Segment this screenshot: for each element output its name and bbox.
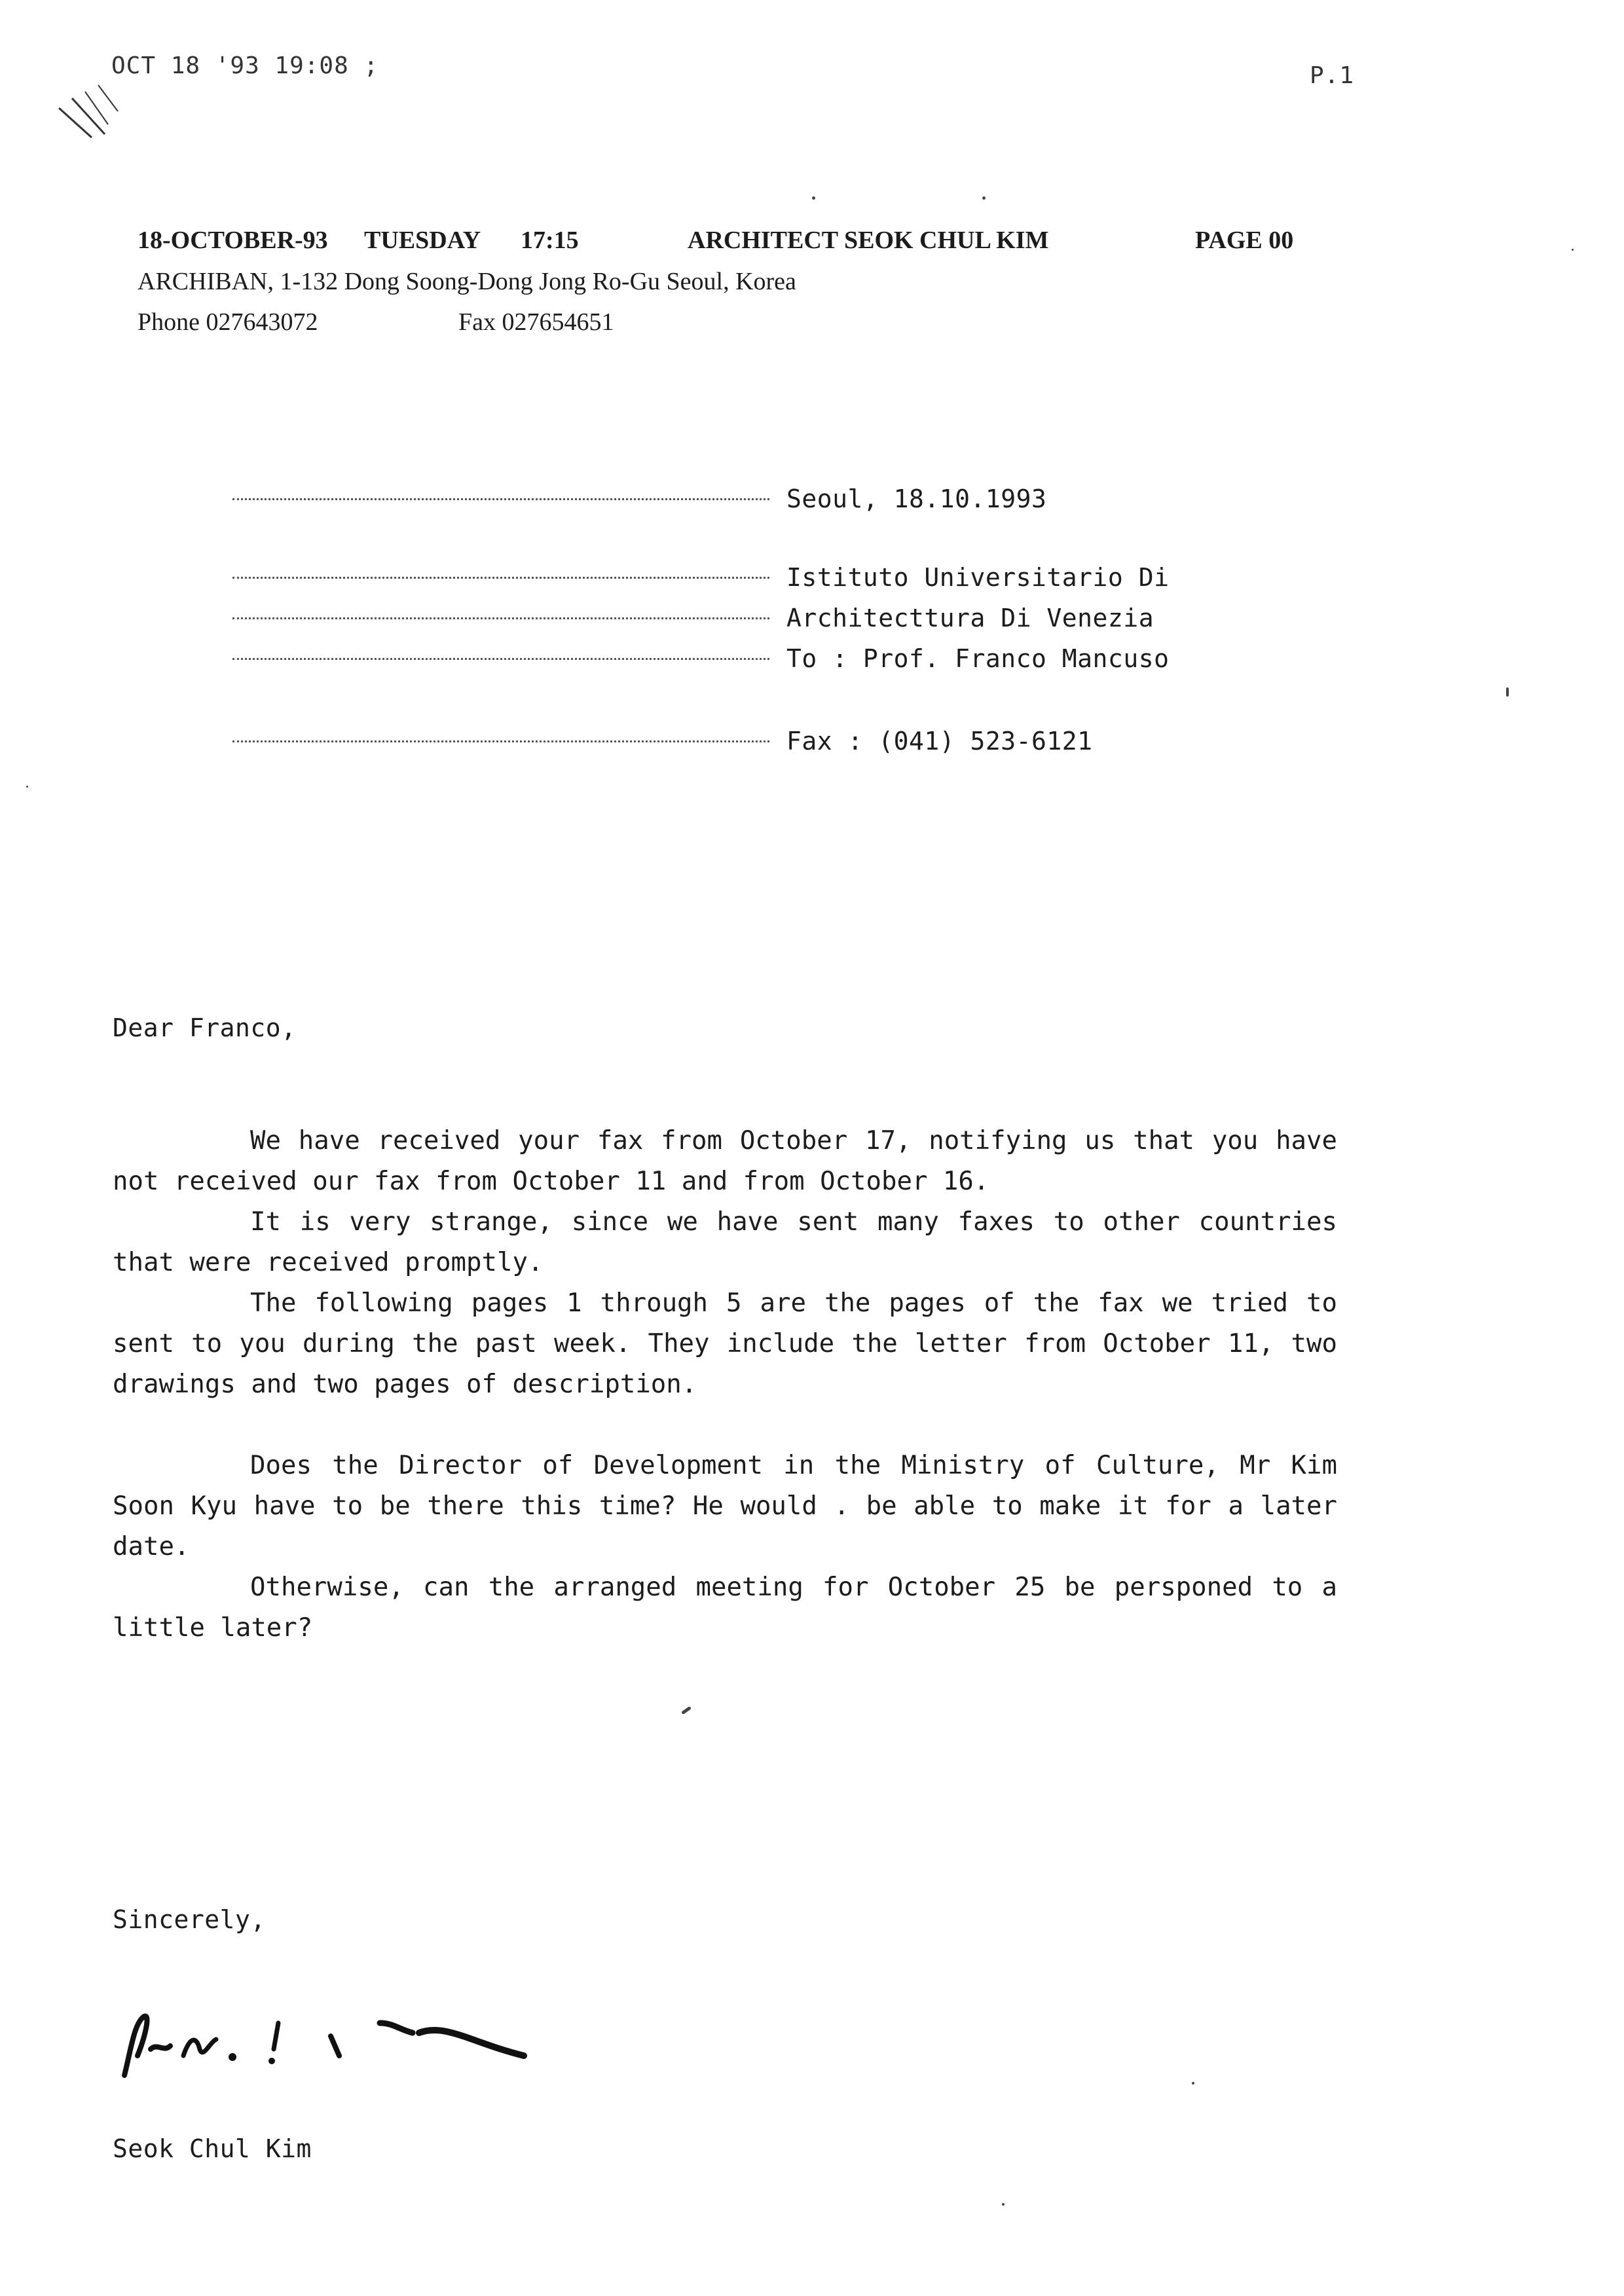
signature-name: Seok Chul Kim [113, 2134, 312, 2163]
body-paragraph: Otherwise, can the arranged meeting for October 25 be persponed to a little later? [113, 1573, 1337, 1643]
scan-speck [982, 196, 986, 200]
letter-body [113, 1121, 1337, 1649]
scan-speck [26, 786, 28, 788]
salutation: Dear Franco, [113, 1013, 297, 1042]
signature-image [105, 1997, 550, 2088]
body-paragraph: Does the Director of Development in the Ministry of Culture, Mr Kim Soon Kyu have to be there this time? He would . be able to make it for a later date. [113, 1451, 1337, 1561]
letterhead-date: 18-OCTOBER-93 [138, 227, 328, 254]
scan-speck [1572, 249, 1574, 251]
addressee-line-1-row [232, 563, 1169, 592]
body-paragraph: The following pages 1 through 5 are the pages of the fax we tried to sent to you during the past week. They include the letter from October 11, two drawings and two pages of description. [113, 1288, 1337, 1399]
letterhead-day: TUESDAY [364, 227, 481, 254]
scan-speck [1506, 687, 1509, 697]
letterhead-fax: Fax 027654651 [458, 308, 614, 336]
addressee-line-2: Architecttura Di Venezia [786, 604, 1154, 632]
addressee-line-1: Istituto Universitario Di [786, 563, 1170, 592]
addressee-line-3-row [232, 644, 1169, 673]
scan-speck [812, 196, 815, 200]
letterhead-page: PAGE 00 [1195, 227, 1294, 254]
fax-page-number: P.1 [1310, 62, 1355, 89]
dotted-rule [232, 740, 769, 742]
fax-timestamp: OCT 18 '93 19:08 ; [111, 52, 379, 79]
letterhead-sender: ARCHITECT SEOK CHUL KIM [688, 227, 1049, 254]
dotted-rule [232, 498, 769, 500]
dotted-rule [232, 617, 769, 619]
addressee-fax-row [232, 727, 1093, 756]
addressee-place-date-row [232, 484, 1046, 513]
scan-speck [1192, 2082, 1194, 2085]
dotted-rule [232, 658, 769, 660]
addressee-recipient: To : Prof. Franco Mancuso [786, 644, 1170, 673]
letterhead-address: ARCHIBAN, 1-132 Dong Soong-Dong Jong Ro-Gu Seoul, Korea [138, 268, 796, 295]
letterhead-phone: Phone 027643072 [138, 308, 318, 336]
dotted-rule [232, 577, 769, 579]
addressee-line-2-row [232, 604, 1154, 632]
body-paragraph: It is very strange, since we have sent many faxes to other countries that were received promptly. [113, 1207, 1337, 1277]
body-paragraph: We have received your fax from October 17, notifying us that you have not received our fax from October 11 and from October 16. [113, 1126, 1337, 1196]
addressee-fax: Fax : (041) 523-6121 [786, 727, 1093, 756]
scan-speck [1002, 2203, 1005, 2206]
scan-speck [681, 1706, 692, 1715]
scan-mark-icon [52, 72, 131, 144]
letterhead-time: 17:15 [521, 227, 579, 254]
place-date: Seoul, 18.10.1993 [786, 484, 1047, 513]
closing: Sincerely, [113, 1905, 266, 1934]
